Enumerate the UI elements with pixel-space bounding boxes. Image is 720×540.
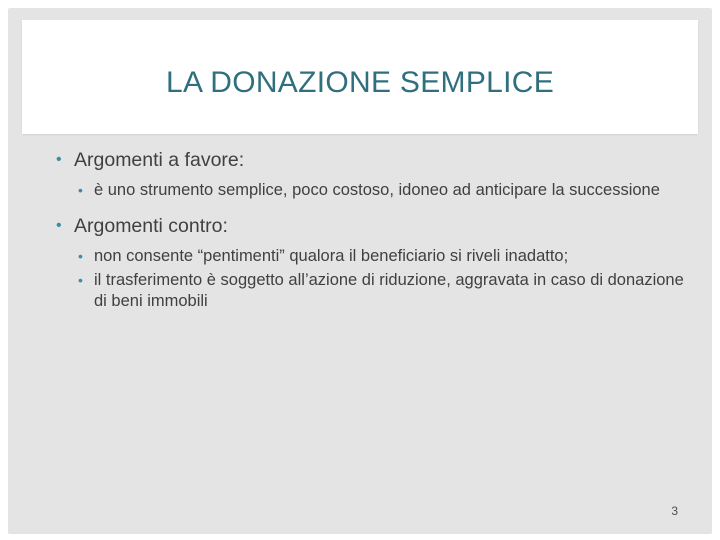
list-item (56, 270, 686, 312)
list-item-text: il trasferimento è soggetto all’azione di riduzione, aggravata in caso di donazione di beni immobili (94, 271, 684, 310)
slide (8, 8, 712, 534)
list-item-text: è uno strumento semplice, poco costoso, idoneo ad anticipare la successione (94, 181, 660, 199)
list-item (56, 246, 686, 267)
slide-title: LA DONAZIONE SEMPLICE (165, 66, 555, 99)
section-heading-against (56, 214, 686, 238)
section-heading-favor (56, 148, 686, 172)
bullet-icon: • (78, 272, 83, 288)
section-heading-text: Argomenti contro: (74, 215, 228, 237)
section-heading-text: Argomenti a favore: (74, 149, 245, 171)
title-box (22, 20, 698, 134)
bullet-icon: • (56, 217, 62, 234)
bullet-icon: • (56, 151, 62, 168)
page-number: 3 (671, 504, 678, 518)
bullet-icon: • (78, 182, 83, 198)
bullet-icon: • (78, 248, 83, 264)
list-item (56, 180, 686, 201)
slide-content (56, 148, 686, 315)
list-item-text: non consente “pentimenti” qualora il beneficiario si riveli inadatto; (94, 247, 569, 265)
